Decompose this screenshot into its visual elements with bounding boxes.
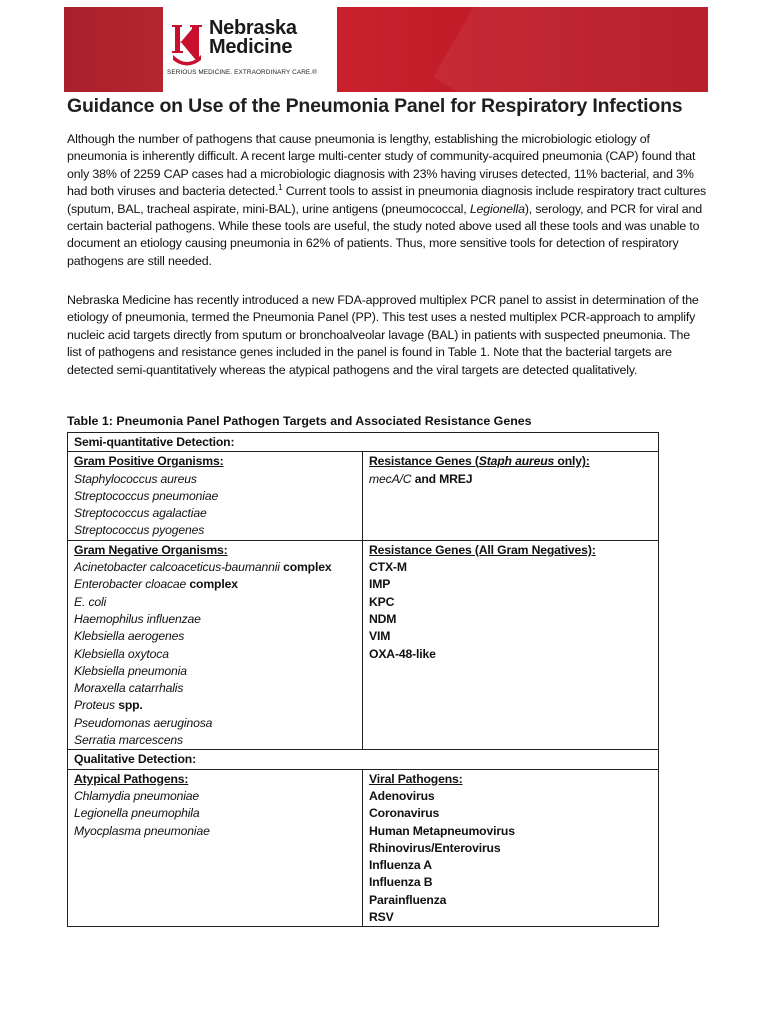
list-item: Myocplasma pneumoniae	[74, 823, 210, 838]
list-item: Human Metapneumovirus	[369, 823, 515, 838]
list-item: Streptococcus pyogenes	[74, 523, 205, 538]
list-item: Klebsiella aerogenes	[74, 629, 185, 644]
list-item: Influenza A	[369, 858, 432, 873]
list-item: Legionella pneumophila	[74, 806, 200, 821]
intro-paragraph: Although the number of pathogens that cause pneumonia is lengthy, establishing the microbiologic etiology of pneumonia is inherently difficult. A recent large multi-center study of community-acquired pneumonia (CAP) found that only 38% of 2259 CAP cases had a microbiologic diagnosis with 23% having viruses detected, 11% bacterial, and 3% had both viruses and bacteria detected.$^1$ Current tools to assist in pneumonia diagnosis include respiratory tract cultures (sputum, BAL, tracheal aspirate, mini-BAL), urine antigens (pneumococcal, Legionella), serology, and PCR for viral and certain bacterial pathogens. While these tools are useful, the study noted above used all these tools and was unable to document an etiology causing pneumonia in 62% of patients. Thus, more sensitive tools for detection of respiratory pathogens are still needed.	[67, 132, 707, 268]
table-row	[68, 769, 659, 927]
panel-paragraph: Nebraska Medicine has recently introduced a new FDA-approved multiplex PCR panel to assist in determination of the etiology of pneumonia, termed the Pneumonia Panel (PP). This test uses a nested multiplex PCR-approach to amplify nucleic acid targets directly from sputum or bronchoalveolar lavage (BAL) in patients with suspected pneumonia. The list of pathogens and resistance genes included in the panel is found in Table 1. Note that the bacterial targets are detected semi-quantitatively whereas the atypical pathogens and the viral targets are detected qualitatively.	[67, 293, 699, 377]
table-row	[68, 452, 659, 540]
list-item: NDM	[369, 611, 397, 626]
resistance-positive-cell	[363, 452, 659, 540]
brand-line-2: Medicine	[209, 36, 293, 58]
list-item: VIM	[369, 629, 391, 644]
list-item: Moraxella catarrhalis	[74, 681, 184, 696]
list-item: Proteus spp.	[74, 698, 143, 713]
list-item: Streptococcus agalactiae	[74, 506, 207, 521]
logo	[163, 7, 337, 92]
resistance-positive-heading: Resistance Genes (Staph aureus only):	[369, 454, 590, 469]
list-item: Pseudomonas aeruginosa	[74, 715, 213, 730]
list-item: mecA/C and MREJ	[369, 471, 473, 486]
list-item: Staphylococcus aureus	[74, 471, 197, 486]
table-row	[68, 433, 659, 452]
list-item: Haemophilus influenzae	[74, 611, 201, 626]
list-item: OXA-48-like	[369, 646, 436, 661]
list-item: IMP	[369, 577, 391, 592]
gram-negative-cell	[68, 540, 363, 750]
list-item: Coronavirus	[369, 806, 440, 821]
brand-tagline: SERIOUS MEDICINE. EXTRAORDINARY CARE.®	[167, 69, 317, 76]
gram-negative-heading: Gram Negative Organisms:	[74, 542, 228, 557]
list-item: Serratia marcescens	[74, 733, 183, 748]
list-item: Influenza B	[369, 875, 433, 890]
section-semi-quantitative: Semi-quantitative Detection:	[68, 433, 659, 452]
list-item: RSV	[369, 910, 394, 925]
table-caption: Table 1: Pneumonia Panel Pathogen Targets and Associated Resistance Genes	[67, 414, 532, 428]
list-item: KPC	[369, 594, 395, 609]
document-title: Guidance on Use of the Pneumonia Panel for Respiratory Infections	[67, 95, 683, 117]
table-row	[68, 750, 659, 769]
brand-line-1: Nebraska	[209, 17, 297, 39]
list-item: Enterobacter cloacae complex	[74, 577, 238, 592]
brand-name	[209, 19, 297, 57]
list-item: Klebsiella oxytoca	[74, 646, 169, 661]
resistance-negative-cell	[363, 540, 659, 750]
list-item: CTX-M	[369, 560, 407, 575]
resistance-negative-heading: Resistance Genes (All Gram Negatives):	[369, 542, 596, 557]
gram-positive-heading: Gram Positive Organisms:	[74, 454, 224, 469]
list-item: Klebsiella pneumonia	[74, 663, 187, 678]
list-item: E. coli	[74, 594, 107, 609]
atypical-cell	[68, 769, 363, 927]
list-item: Acinetobacter calcoaceticus-baumannii complex	[74, 560, 332, 575]
list-item: Rhinovirus/Enterovirus	[369, 840, 501, 855]
table-row	[68, 540, 659, 750]
citation-marker: 1	[278, 183, 283, 193]
viral-heading: Viral Pathogens:	[369, 771, 463, 786]
atypical-heading: Atypical Pathogens:	[74, 771, 189, 786]
pathogen-table	[67, 432, 659, 927]
header-banner	[64, 7, 708, 92]
section-qualitative: Qualitative Detection:	[68, 750, 659, 769]
list-item: Streptococcus pneumoniae	[74, 488, 219, 503]
list-item: Parainfluenza	[369, 892, 447, 907]
list-item: Adenovirus	[369, 788, 435, 803]
nebraska-n-icon	[170, 21, 204, 67]
banner-swoosh	[433, 7, 708, 92]
gram-positive-cell	[68, 452, 363, 540]
list-item: Chlamydia pneumoniae	[74, 788, 200, 803]
viral-cell	[363, 769, 659, 927]
